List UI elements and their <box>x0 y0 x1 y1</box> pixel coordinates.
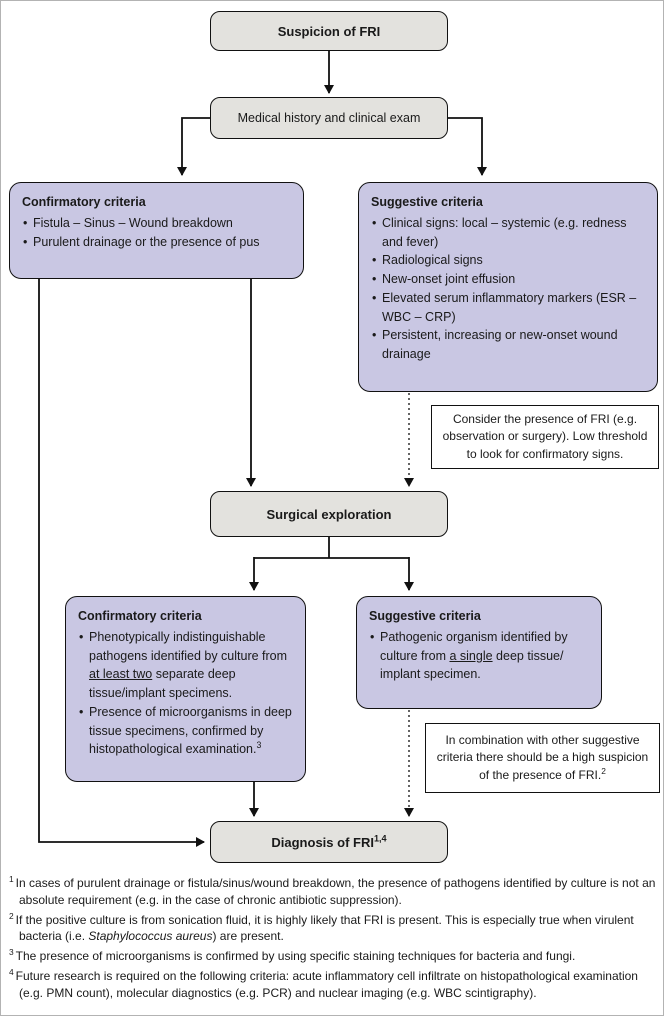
bullet-item: • Radiological signs <box>371 251 645 270</box>
bullet-item: • Elevated serum inflammatory markers (ESR – WBC – CRP) <box>371 289 645 327</box>
suspicion-of-fri-title: Suspicion of FRI <box>277 23 381 39</box>
footnotes <box>9 875 659 1005</box>
footnote-4 <box>9 968 659 1002</box>
bullet-item: • Persistent, increasing or new-onset wound drainage <box>371 326 645 364</box>
high-suspicion-note <box>425 723 660 793</box>
arrow-history-to-suggestive1 <box>448 118 482 175</box>
footnote-4-marker: 4 <box>9 966 14 977</box>
bullet-item: • Presence of microorganisms in deep tissue specimens, confirmed by histopathological examination.$^3$ <box>78 703 293 759</box>
footnote-2-marker: 2 <box>9 910 14 921</box>
confirmatory-criteria-2-box <box>65 596 306 782</box>
medical-history-box <box>210 97 448 139</box>
footnote-2 <box>9 912 659 946</box>
bullet-item: • Clinical signs: local – systemic (e.g. redness and fever) <box>371 214 645 252</box>
confirmatory-criteria-2-list <box>78 628 293 759</box>
footnote-3-marker: 3 <box>9 947 14 958</box>
bullet-item: • New-onset joint effusion <box>371 270 645 289</box>
footnote-1-marker: 1 <box>9 874 14 884</box>
consider-fri-note <box>431 405 659 469</box>
bullet-item: • Pathogenic organism identified by culture from a single deep tissue/ implant specimen. <box>369 628 589 684</box>
confirmatory-criteria-1-title: Confirmatory criteria <box>22 195 146 209</box>
bullet-item: • Purulent drainage or the presence of pus <box>22 233 291 252</box>
diagnosis-of-fri-title: Diagnosis of FRI$^{1,4}$ <box>271 833 387 850</box>
suggestive-criteria-2-list <box>369 628 589 684</box>
high-suspicion-note-text: In combination with other suggestive criteria there should be a high suspicion of the presence of FRI.$^2$ <box>436 732 649 782</box>
footnote-1 <box>9 875 659 909</box>
consider-fri-note-text: Consider the presence of FRI (e.g. observation or surgery). Low threshold to look for confirmatory signs. <box>442 411 648 461</box>
diagnosis-of-fri-box <box>210 821 448 863</box>
footnote-2-text: If the positive culture is from sonication fluid, it is highly likely that FRI is present. This is especially true when virulent bacteria (i.e. Staphylococcus aureus) are present. <box>15 912 634 944</box>
suggestive-criteria-1-box <box>358 182 658 392</box>
surgical-exploration-title: Surgical exploration <box>266 506 392 522</box>
surgical-exploration-box <box>210 491 448 537</box>
bullet-item: • Fistula – Sinus – Wound breakdown <box>22 214 291 233</box>
confirmatory-criteria-1-list <box>22 214 291 252</box>
confirmatory-criteria-2-title: Confirmatory criteria <box>78 609 202 623</box>
confirmatory-criteria-1-box <box>9 182 304 279</box>
medical-history-title: Medical history and clinical exam <box>237 111 421 125</box>
footnote-3-text: The presence of microorganisms is confirmed by using specific staining techniques for bacteria and fungi. <box>15 949 576 964</box>
footnote-1-text: In cases of purulent drainage or fistula/sinus/wound breakdown, the presence of pathogens identified by culture is not an absolute requirement (e.g. in the case of chronic antibiotic suppression). <box>15 876 656 907</box>
suspicion-of-fri-box <box>210 11 448 51</box>
footnote-3 <box>9 948 659 965</box>
suggestive-criteria-1-title: Suggestive criteria <box>371 195 483 209</box>
suggestive-criteria-2-title: Suggestive criteria <box>369 609 481 623</box>
bullet-item: • Phenotypically indistinguishable pathogens identified by culture from at least two separate deep tissue/implant specimens. <box>78 628 293 703</box>
arrow-history-to-confirmatory1 <box>182 118 210 175</box>
suggestive-criteria-2-box <box>356 596 602 709</box>
footnote-4-text: Future research is required on the following criteria: acute inflammatory cell infiltrate on histopathological examination (e.g. PMN count), molecular diagnostics (e.g. PCR) and nuclear imaging (e.g. WBC scintigraphy). <box>15 968 638 1000</box>
suggestive-criteria-1-list <box>371 214 645 364</box>
